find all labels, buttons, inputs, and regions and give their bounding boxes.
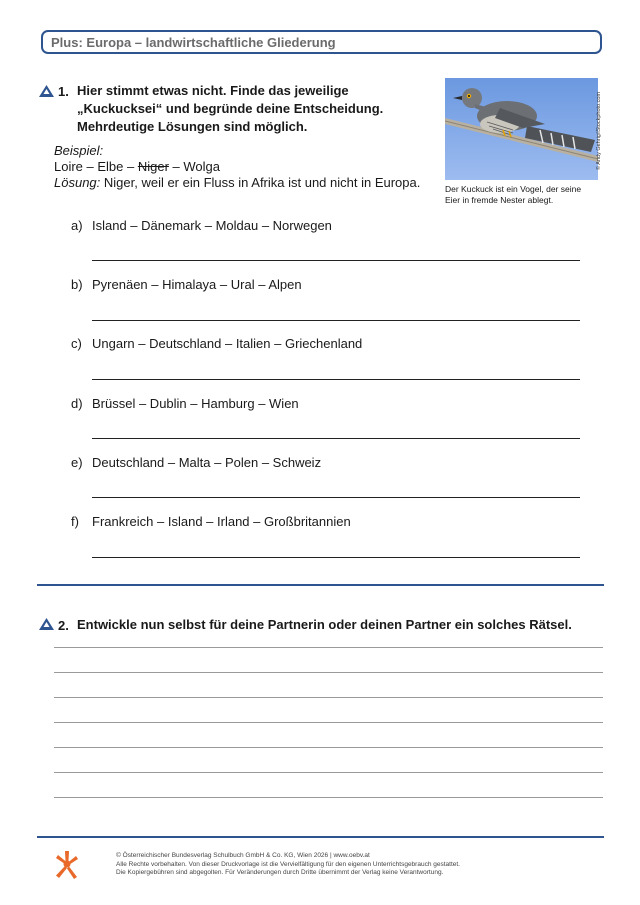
difficulty-triangle-icon: [39, 618, 54, 630]
answer-line-c[interactable]: [92, 379, 580, 380]
writing-line[interactable]: [54, 772, 603, 773]
cuckoo-photo: [445, 78, 598, 180]
title-box: [41, 30, 602, 54]
example-block: [54, 143, 420, 191]
writing-line[interactable]: [54, 647, 603, 648]
example-solution: [54, 175, 420, 191]
example-label: Beispiel:: [54, 143, 104, 158]
answer-line-f[interactable]: [92, 557, 580, 558]
writing-line[interactable]: [54, 672, 603, 673]
task-1-number: 1.: [58, 84, 69, 99]
solution-text: Niger, weil er ein Fluss in Afrika ist und nicht in Europa.: [100, 175, 421, 190]
task-2-number: 2.: [58, 618, 69, 633]
task-1-line-1: Hier stimmt etwas nicht. Finde das jeweilige: [77, 83, 349, 98]
task-1-line-2: „Kuckucksei“ und begründe deine Entscheidung.: [77, 101, 384, 116]
difficulty-triangle-icon: [39, 85, 54, 97]
item-words: Island – Dänemark – Moldau – Norwegen: [92, 218, 332, 233]
item-words: Pyrenäen – Himalaya – Ural – Alpen: [92, 277, 302, 292]
photo-credit: © Andy Gehrig/iStockphoto.com: [596, 91, 602, 170]
item-words: Deutschland – Malta – Polen – Schweiz: [92, 455, 322, 470]
task-1-instructions: [77, 82, 383, 136]
publisher-logo: [54, 850, 80, 880]
item-letter: d): [71, 396, 83, 411]
item-letter: b): [71, 277, 83, 292]
solution-label: Lösung:: [54, 175, 101, 190]
item-letter: f): [71, 514, 79, 529]
item-words: Brüssel – Dublin – Hamburg – Wien: [92, 396, 299, 411]
page-title: Plus: Europa – landwirtschaftliche Gliederung: [51, 35, 336, 50]
answer-line-e[interactable]: [92, 497, 580, 498]
writing-line[interactable]: [54, 722, 603, 723]
task-1-line-3: Mehrdeutige Lösungen sind möglich.: [77, 119, 308, 134]
item-letter: e): [71, 455, 83, 470]
writing-line[interactable]: [54, 697, 603, 698]
item-words: Ungarn – Deutschland – Italien – Griechenland: [92, 336, 363, 351]
task-2-instructions: Entwickle nun selbst für deine Partnerin oder deinen Partner ein solches Rätsel.: [77, 617, 572, 632]
writing-line[interactable]: [54, 747, 603, 748]
answer-line-d[interactable]: [92, 438, 580, 439]
footer-copyright: © Österreichischer Bundesverlag Schulbuch GmbH & Co. KG, Wien 2026 | www.oebv.at Alle Rechte vorbehalten. Von dieser Druckvorlage ist die Vervielfältigung für den eigenen Unterrichtsgebrauch gestattet. Die Kopiergebühren sind abgegolten. Für Veränderungen durch Dritte übernimmt der Verlag keine Verantwortung.: [116, 852, 460, 876]
item-words: Frankreich – Island – Irland – Großbritannien: [92, 514, 351, 529]
example-words: Loire – Elbe – Niger – Wolga: [54, 159, 220, 174]
item-letter: a): [71, 218, 83, 233]
section-divider: [37, 584, 604, 586]
photo-caption: Der Kuckuck ist ein Vogel, der seine Eier in fremde Nester ablegt.: [445, 184, 582, 205]
struck-word: Niger: [137, 159, 169, 174]
footer-divider: [37, 836, 604, 838]
answer-line-b[interactable]: [92, 320, 580, 321]
item-letter: c): [71, 336, 82, 351]
writing-line[interactable]: [54, 797, 603, 798]
answer-line-a[interactable]: [92, 260, 580, 261]
